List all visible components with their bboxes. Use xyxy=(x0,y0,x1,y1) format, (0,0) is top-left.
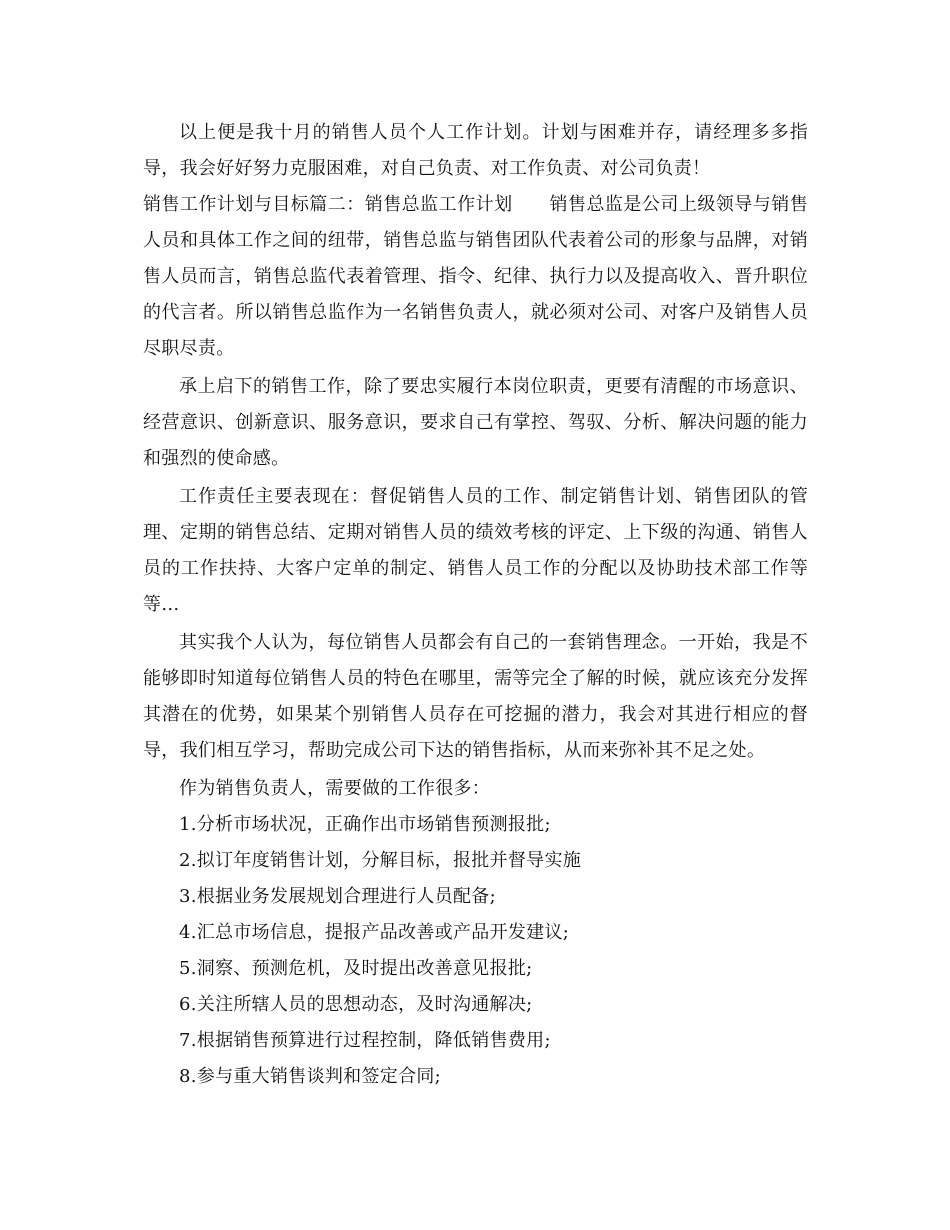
paragraph-part-two-intro: 销售工作计划与目标篇二：销售总监工作计划 销售总监是公司上级领导与销售人员和具体工作之间的纽带，销售总监与销售团队代表着公司的形象与品牌，对销售人员而言，销售总监代表着管理、指令、纪律、执行力以及提高收入、晋升职位的代言者。所以销售总监作为一名销售负责人，就必须对公司、对客户及销售人员尽职尽责。 xyxy=(143,194,808,359)
list-item: 4.汇总市场信息，提报产品改善或产品开发建议; xyxy=(179,922,570,943)
paragraph-responsibilities: 工作责任主要表现在：督促销售人员的工作、制定销售计划、销售团队的管理、定期的销售总结、定期对销售人员的绩效考核的评定、上下级的沟通、销售人员的工作扶持、大客户定单的制定、销售人员工作的分配以及协助技术部工作等等… xyxy=(143,486,808,615)
list-item: 6.关注所辖人员的思想动态，及时沟通解决; xyxy=(179,994,533,1015)
paragraph-sales-philosophy: 其实我个人认为，每位销售人员都会有自己的一套销售理念。一开始，我是不能够即时知道每位销售人员的特色在哪里，需等完全了解的时候，就应该充分发挥其潜在的优势，如果某个别销售人员存在可挖掘的潜力，我会对其进行相应的督导，我们相互学习，帮助完成公司下达的销售指标，从而来弥补其不足之处。 xyxy=(143,632,808,761)
list-item: 5.洞察、预测危机，及时提出改善意见报批; xyxy=(179,958,533,979)
list-item: 7.根据销售预算进行过程控制，降低销售费用; xyxy=(179,1030,551,1051)
list-item: 3.根据业务发展规划合理进行人员配备; xyxy=(179,886,496,907)
paragraph-awareness: 承上启下的销售工作，除了要忠实履行本岗位职责，更要有清醒的市场意识、经营意识、创新意识、服务意识，要求自己有掌控、驾驭、分析、解决问题的能力和强烈的使命感。 xyxy=(143,376,808,469)
duties-list xyxy=(143,807,808,1095)
list-item: 2.拟订年度销售计划，分解目标，报批并督导实施 xyxy=(179,850,582,871)
list-item: 8.参与重大销售谈判和签定合同; xyxy=(179,1066,442,1087)
document-body xyxy=(143,115,808,1095)
list-item: 1.分析市场状况，正确作出市场销售预测报批; xyxy=(179,814,551,835)
paragraph-conclusion: 以上便是我十月的销售人员个人工作计划。计划与困难并存，请经理多多指导，我会好好努力克服困难，对自己负责、对工作负责、对公司负责！ xyxy=(143,122,808,179)
paragraph-duties-intro: 作为销售负责人，需要做的工作很多： xyxy=(179,778,491,799)
